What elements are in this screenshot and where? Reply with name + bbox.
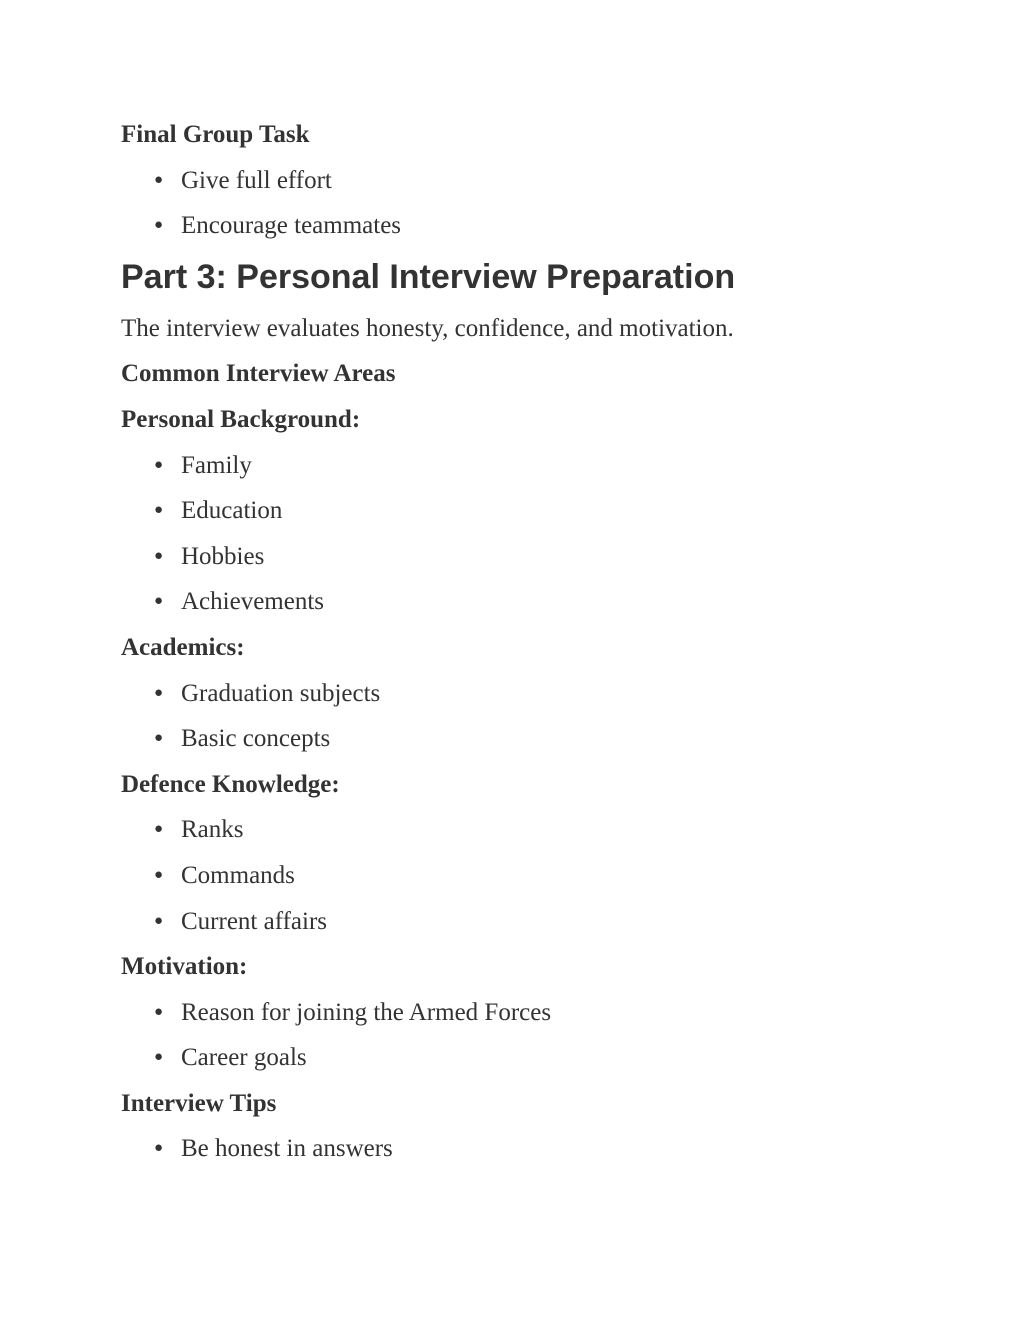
- list-item: [121, 203, 941, 249]
- bullet-icon: ●: [154, 1049, 164, 1066]
- bullet-icon: ●: [154, 912, 164, 929]
- list-item: [121, 1035, 941, 1081]
- bullet-icon: ●: [154, 593, 164, 610]
- bullet-icon: ●: [154, 821, 164, 838]
- list-item-text: Ranks: [181, 816, 244, 844]
- bullet-icon: ●: [154, 866, 164, 883]
- list-item: [121, 534, 941, 580]
- intro-paragraph: The interview evaluates honesty, confidence, and motivation.: [121, 314, 734, 342]
- document-page: [121, 112, 941, 1172]
- list-item: [121, 158, 941, 204]
- list-item-text: Be honest in answers: [181, 1135, 393, 1163]
- list-item-text: Education: [181, 497, 283, 525]
- section-heading: Final Group Task: [121, 121, 310, 148]
- subsection-heading: Academics:: [121, 633, 245, 661]
- list-item: [121, 899, 941, 945]
- bullet-icon: ●: [154, 1140, 164, 1157]
- section-heading: Common Interview Areas: [121, 360, 396, 388]
- subsection-heading: Personal Background:: [121, 405, 361, 433]
- list-item-text: Hobbies: [181, 542, 265, 570]
- list-item-text: Current affairs: [181, 907, 328, 935]
- list-item: [121, 671, 941, 717]
- list-item-text: Commands: [181, 861, 295, 889]
- bullet-icon: ●: [154, 1003, 164, 1020]
- list-item-text: Achievements: [181, 588, 325, 616]
- list-item-text: Graduation subjects: [181, 679, 381, 707]
- subsection-heading: Motivation:: [121, 953, 248, 981]
- section-heading: Interview Tips: [121, 1089, 277, 1117]
- bullet-icon: ●: [154, 502, 164, 519]
- bullet-icon: ●: [154, 171, 164, 188]
- subsection-heading: Defence Knowledge:: [121, 770, 340, 798]
- list-item-text: Family: [181, 451, 252, 479]
- list-item: [121, 488, 941, 534]
- bullet-icon: ●: [154, 730, 164, 747]
- list-item: [121, 716, 941, 762]
- list-item-text: Encourage teammates: [181, 212, 402, 240]
- part-title: Part 3: Personal Interview Preparation: [121, 257, 736, 296]
- bullet-icon: ●: [154, 684, 164, 701]
- bullet-icon: ●: [154, 456, 164, 473]
- list-item-text: Reason for joining the Armed Forces: [181, 998, 552, 1026]
- list-item-text: Give full effort: [181, 166, 332, 194]
- list-item: [121, 579, 941, 625]
- list-item: [121, 990, 941, 1036]
- list-item-text: Career goals: [181, 1044, 307, 1072]
- bullet-icon: ●: [154, 547, 164, 564]
- list-item: [121, 443, 941, 489]
- list-item: [121, 853, 941, 899]
- bullet-icon: ●: [154, 217, 164, 234]
- list-item: [121, 1126, 941, 1172]
- list-item: [121, 807, 941, 853]
- list-item-text: Basic concepts: [181, 725, 331, 753]
